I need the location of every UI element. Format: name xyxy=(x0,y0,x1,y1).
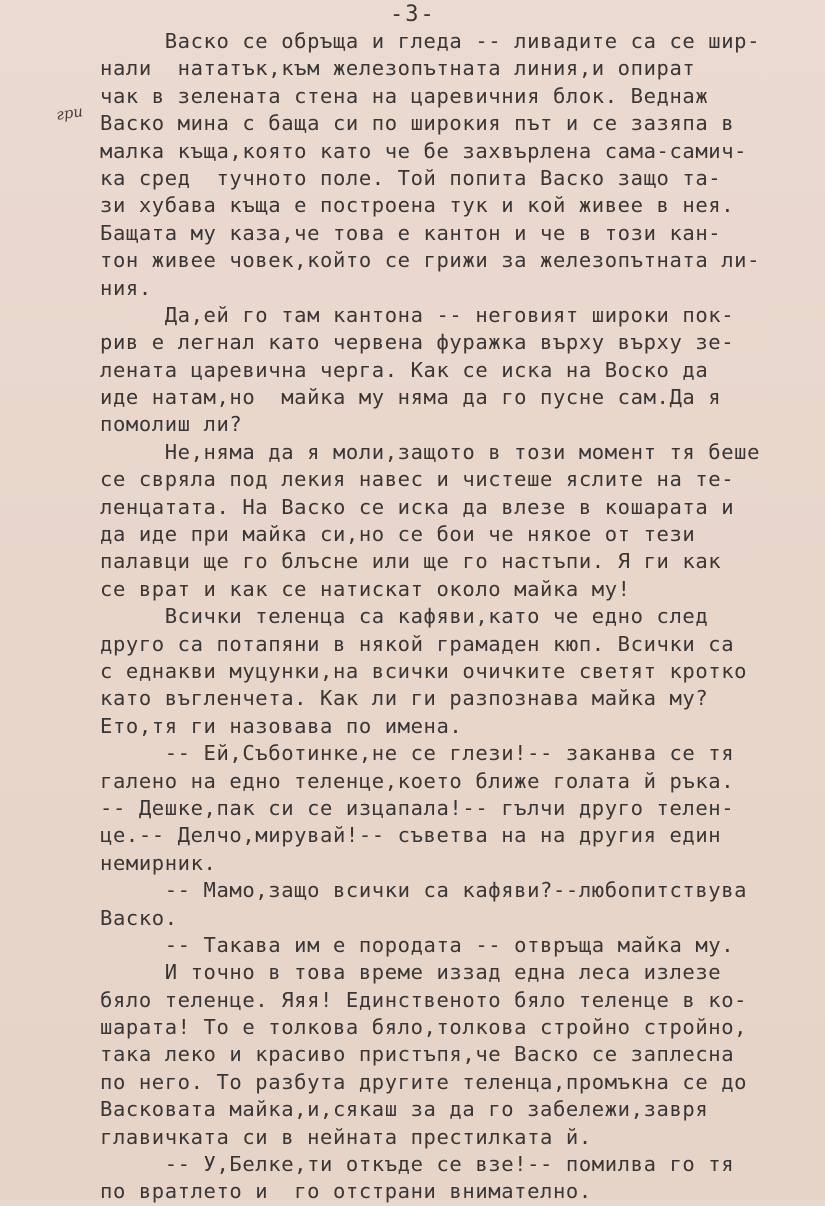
typewritten-text-body xyxy=(100,28,815,1206)
text-line: тон живее човек,който се грижи за железопътната ли- xyxy=(100,248,761,273)
text-line: друго са потапяни в някой грамаден кюп. Всички са xyxy=(100,631,735,656)
text-line: ка сред тучното поле. Той попита Васко защо та- xyxy=(100,165,722,190)
text-line: Не,няма да я моли,защото в този момент тя беше xyxy=(100,439,761,464)
text-line: галено на едно теленце,което ближе голата й ръка. xyxy=(100,768,735,793)
handwritten-margin-note: гри xyxy=(54,102,84,124)
text-line: -- Ей,Съботинке,не се глези!-- заканва се тя xyxy=(100,741,735,766)
text-line: Васко мина с баща си по широкия път и се зазяпа в xyxy=(100,111,735,136)
text-line: лената царевична черга. Как се иска на Воско да xyxy=(100,357,709,382)
text-line: по вратлето и го отстрани внимателно. xyxy=(100,1179,592,1204)
text-line: се врат и как се натискат около майка му! xyxy=(100,576,631,601)
text-line: иде натам,но майка му няма да го пусне сам.Да я xyxy=(100,385,722,410)
text-line: зи хубава къща е построена тук и кой живее в нея. xyxy=(100,193,735,218)
text-line: чак в зелената стена на царевичния блок. Веднаж xyxy=(100,83,709,108)
text-line: -- Дешке,пак си се изцапала!-- гълчи друго телен- xyxy=(100,795,735,820)
text-line: ленцатата. На Васко се иска да влезе в кошарата и xyxy=(100,494,735,519)
text-line: шарата! То е толкова бяло,толкова стройно стройно, xyxy=(100,1015,748,1040)
text-line: Всички теленца са кафяви,като че едно след xyxy=(100,604,709,629)
text-line: по него. То разбута другите теленца,промъкна се до xyxy=(100,1069,748,1094)
text-line: -- У,Белке,ти откъде се взе!-- помилва го тя xyxy=(100,1152,735,1177)
text-line: рив е легнал като червена фуражка върху върху зе- xyxy=(100,330,735,355)
text-line: главичката си в нейната престилката й. xyxy=(100,1124,592,1149)
text-line: И точно в това време иззад една леса излезе xyxy=(100,960,722,985)
text-line: малка къща,която като че бе захвърлена сама-самич- xyxy=(100,138,748,163)
text-line: це.-- Делчо,мирувай!-- съветва на на другия един xyxy=(100,823,722,848)
text-line: Васковата майка,и,сякаш за да го забележи,завря xyxy=(100,1097,709,1122)
text-line: бяло теленце. Яяя! Единственото бяло теленце в ко- xyxy=(100,987,748,1012)
text-line: Бащата му каза,че това е кантон и че в този кан- xyxy=(100,220,722,245)
text-line: -- Такава им е породата -- отвръща майка му. xyxy=(100,932,735,957)
text-line: нали нататък,към железопътната линия,и опират xyxy=(100,56,696,81)
text-line: -- Мамо,защо всички са кафяви?--любопитствува xyxy=(100,878,748,903)
text-line: Ето,тя ги назовава по имена. xyxy=(100,713,463,738)
text-line: палавци ще го блъсне или ще го настъпи. Я ги как xyxy=(100,549,722,574)
text-line: помолиш ли? xyxy=(100,412,243,437)
text-line: ния. xyxy=(100,275,152,300)
text-line: така леко и красиво пристъпя,че Васко се заплесна xyxy=(100,1042,735,1067)
text-line: Да,ей го там кантона -- неговият широки пок- xyxy=(100,302,735,327)
text-line: с еднакви муцунки,на всички очичките светят кротко xyxy=(100,658,748,683)
text-line: Васко. xyxy=(100,905,178,930)
page-number: -3- xyxy=(390,2,436,27)
text-line: Васко се обръща и гледа -- ливадите са се шир- xyxy=(100,29,761,53)
text-line: се свряла под лекия навес и чистеше яслите на те- xyxy=(100,467,735,492)
text-line: да иде при майка си,но се бои че някое от тези xyxy=(100,522,696,547)
text-line: като въгленчета. Как ли ги разпознава майка му? xyxy=(100,686,709,711)
text-line: немирник. xyxy=(100,850,217,875)
